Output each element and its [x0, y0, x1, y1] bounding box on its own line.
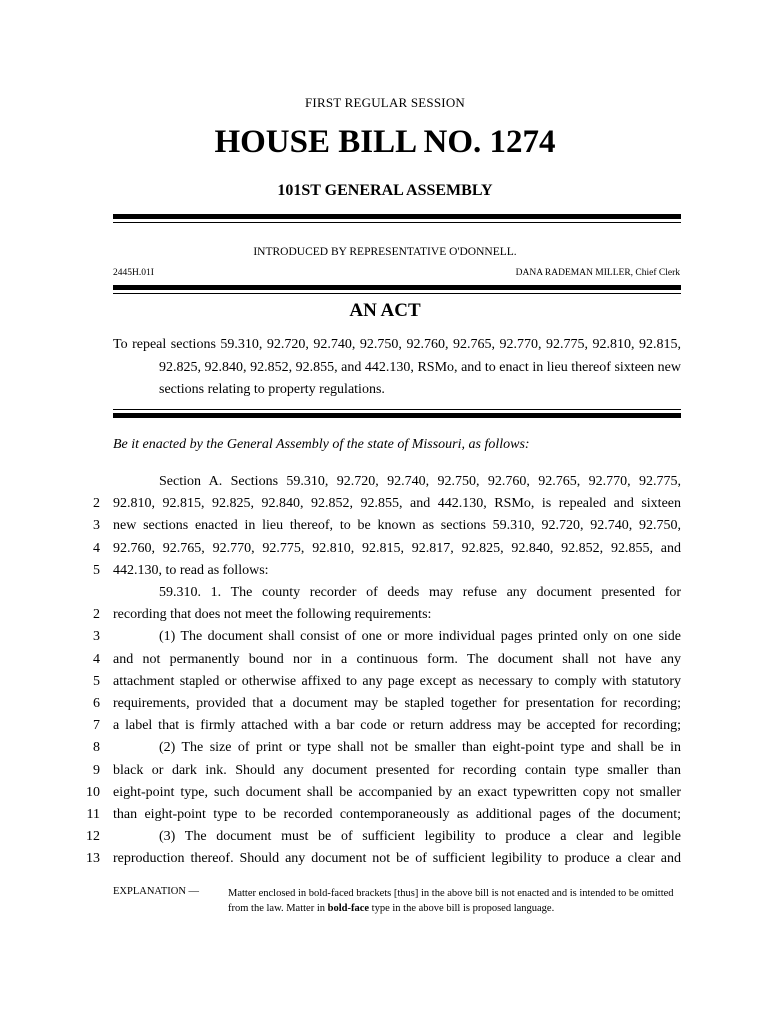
- act-title: AN ACT: [349, 300, 421, 321]
- explanation-part2: type in the above bill is proposed language.: [369, 903, 555, 914]
- line-number: 2: [93, 496, 100, 511]
- line-number: 10: [86, 785, 100, 800]
- line-number: 11: [86, 807, 100, 822]
- bill-title: HOUSE BILL NO. 1274: [214, 124, 556, 160]
- body-line: recording that does not meet the following requirements:: [113, 607, 432, 622]
- line-number: 3: [93, 629, 100, 644]
- explanation-bold: bold-face: [327, 903, 370, 914]
- chief-clerk: DANA RADEMAN MILLER, Chief Clerk: [515, 268, 680, 278]
- line-number: 12: [86, 829, 100, 844]
- clerk-rule-thick: [113, 285, 681, 290]
- body-line: reproduction thereof. Should any document not be of sufficient legibility to produce a clear and: [113, 851, 681, 866]
- body-line: new sections enacted in lieu thereof, to be known as sections 59.310, 92.720, 92.740, 92.750,: [113, 518, 681, 533]
- header-rule-thin: [113, 222, 681, 223]
- line-number: 2: [93, 607, 100, 622]
- purpose-rule-thin: [113, 409, 681, 410]
- line-number: 6: [93, 696, 100, 711]
- clerk-rule-thin: [113, 293, 681, 294]
- body-line: a label that is firmly attached with a bar code or return address may be accepted for recording;: [113, 718, 681, 733]
- body-line: black or dark ink. Should any document presented for recording contain type smaller than: [113, 763, 681, 778]
- body-line: (1) The document shall consist of one or more individual pages printed only on one side: [159, 629, 681, 644]
- introduced-by: INTRODUCED BY REPRESENTATIVE O'DONNELL.: [253, 246, 517, 258]
- line-number: 9: [93, 763, 100, 778]
- explanation-text: [228, 886, 683, 916]
- body-line: and not permanently bound nor in a continuous form. The document shall not have any: [113, 652, 681, 667]
- body-line: 92.760, 92.765, 92.770, 92.775, 92.810, 92.815, 92.817, 92.825, 92.840, 92.852, 92.855, and: [113, 541, 681, 556]
- act-purpose: To repeal sections 59.310, 92.720, 92.740, 92.750, 92.760, 92.765, 92.770, 92.775, 92.810, 92.815, 92.825, 92.840, 92.852, 92.855, and 442.130, RSMo, and to enact in lieu thereof sixteen new sections relating to property regulations.: [113, 337, 681, 397]
- line-number: 8: [93, 740, 100, 755]
- line-number: 7: [93, 718, 100, 733]
- bill-code: 2445H.01I: [113, 268, 154, 278]
- body-line: requirements, provided that a document may be stapled together for presentation for recording;: [113, 696, 681, 711]
- body-line: (3) The document must be of sufficient legibility to produce a clear and legible: [159, 829, 681, 844]
- line-number: 5: [93, 674, 100, 689]
- body-line: attachment stapled or otherwise affixed to any page except as necessary to comply with statutory: [113, 674, 681, 689]
- body-line: 92.810, 92.815, 92.825, 92.840, 92.852, 92.855, and 442.130, RSMo, is repealed and sixteen: [113, 496, 681, 511]
- body-line: Section A. Sections 59.310, 92.720, 92.740, 92.750, 92.760, 92.765, 92.770, 92.775,: [159, 474, 681, 489]
- purpose-rule-thick: [113, 413, 681, 418]
- enacting-clause: Be it enacted by the General Assembly of the state of Missouri, as follows:: [113, 437, 530, 452]
- explanation-label: EXPLANATION —: [113, 886, 200, 897]
- body-line: 59.310. 1. The county recorder of deeds may refuse any document presented for: [159, 585, 681, 600]
- body-line: 442.130, to read as follows:: [113, 563, 269, 578]
- body-line: than eight-point type to be recorded contemporaneously as additional pages of the document;: [113, 807, 681, 822]
- explanation-part1: Matter enclosed in bold-faced brackets [thus] in the above bill is not enacted and is intended to be omitted from the law. Matter in: [228, 888, 674, 914]
- line-number: 5: [93, 563, 100, 578]
- body-line: (2) The size of print or type shall not be smaller than eight-point type and shall be in: [159, 740, 681, 755]
- assembly-heading: 101ST GENERAL ASSEMBLY: [277, 182, 493, 199]
- line-number: 4: [93, 541, 100, 556]
- session-heading: FIRST REGULAR SESSION: [305, 95, 465, 110]
- line-number: 4: [93, 652, 100, 667]
- header-rule-thick: [113, 214, 681, 219]
- line-number: 13: [86, 851, 100, 866]
- line-number: 3: [93, 518, 100, 533]
- body-line: eight-point type, such document shall be accompanied by an exact typewritten copy not smaller: [113, 785, 681, 800]
